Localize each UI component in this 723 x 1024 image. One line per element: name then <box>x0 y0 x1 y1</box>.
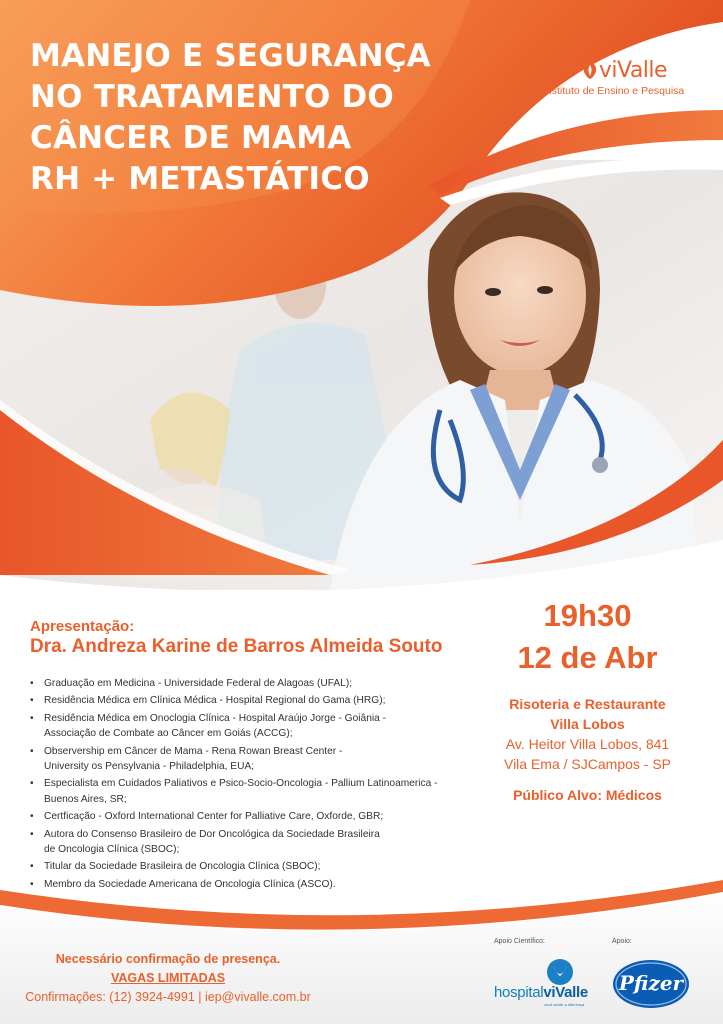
title-line-3: CÂNCER DE MAMA <box>30 120 352 156</box>
event-date: 12 de Abr <box>517 640 658 675</box>
list-item: • Titular da Sociedade Brasileira de Oncologia Clínica (SBOC); <box>30 859 470 874</box>
event-title <box>30 36 460 200</box>
title-line-2: NO TRATAMENTO DO <box>30 79 394 115</box>
presenter-name: Dra. Andreza Karine de Barros Almeida Souto <box>30 636 443 657</box>
venue-name-line-1: Risoteria e Restaurante <box>509 696 666 712</box>
list-item: • Residência Médica em Clínica Médica - Hospital Regional do Gama (HRG); <box>30 693 470 708</box>
list-item: • Residência Médica em Onoclogia Clínica - Hospital Araújo Jorge - Goiânia - Associação de Combate ao Câncer em Goiás (ACCG); <box>30 711 470 742</box>
pfizer-logo <box>612 958 690 1010</box>
scientific-support-label: Apoio Científico: <box>494 938 545 945</box>
hospital-tagline: você sente a diferença <box>544 1002 585 1007</box>
support-label: Apoio: <box>612 938 632 945</box>
heart-leaf-icon <box>582 60 598 80</box>
hospital-vivalle-logo <box>494 956 604 1012</box>
target-audience: Público Alvo: Médicos <box>513 787 662 803</box>
list-item: • Membro da Sociedade Americana de Oncologia Clínica (ASCO). <box>30 877 470 892</box>
presenter-bio-list <box>30 676 470 894</box>
presenter-label: Apresentação: <box>30 618 135 635</box>
list-item: • Graduação em Medicina - Universidade Federal de Alagoas (UFAL); <box>30 676 470 691</box>
event-venue <box>480 694 695 774</box>
logo-iep-text: IEP <box>543 58 581 83</box>
pfizer-text: Pfizer <box>618 971 684 995</box>
confirmation-required-text: Necessário confirmação de presença. <box>55 952 281 966</box>
contact-text: Confirmações: (12) 3924-4991 | iep@vivalle.com.br <box>25 990 311 1004</box>
list-item: • Especialista em Cuidados Paliativos e Psico-Socio-Oncologia - Pallium Latinoamerica - Buenos Aires, SR; <box>30 776 470 807</box>
limited-seats-text: VAGAS LIMITADAS <box>110 971 226 985</box>
title-line-4: RH + METASTÁTICO <box>30 161 370 197</box>
logo-brand-text: viValle <box>598 58 668 83</box>
venue-name-line-2: Villa Lobos <box>550 716 625 732</box>
hospital-prefix: hospital <box>494 984 544 1001</box>
venue-address-line-1: Av. Heitor Villa Lobos, 841 <box>505 736 670 752</box>
venue-address-line-2: Vila Ema / SJCampos - SP <box>503 756 672 772</box>
list-item: • Observership em Câncer de Mama - Rena Rowan Breast Center - University os Pensylvania - Philadelphia, EUA; <box>30 744 470 775</box>
event-time: 19h30 <box>543 598 632 633</box>
list-item: • Autora do Consenso Brasileiro de Dor Oncológica da Sociedade Brasileira de Oncologia Clínica (SBOC); <box>30 827 470 858</box>
confirmation-info <box>18 950 318 1007</box>
list-item: • Certficação - Oxford International Center for Palliative Care, Oxforde, GBR; <box>30 809 470 824</box>
iep-vivalle-logo <box>543 58 713 102</box>
title-line-1: MANEJO E SEGURANÇA <box>30 38 431 74</box>
logo-subtitle: Instituto de Ensino e Pesquisa <box>543 85 685 97</box>
hospital-brand: viValle <box>543 984 588 1001</box>
